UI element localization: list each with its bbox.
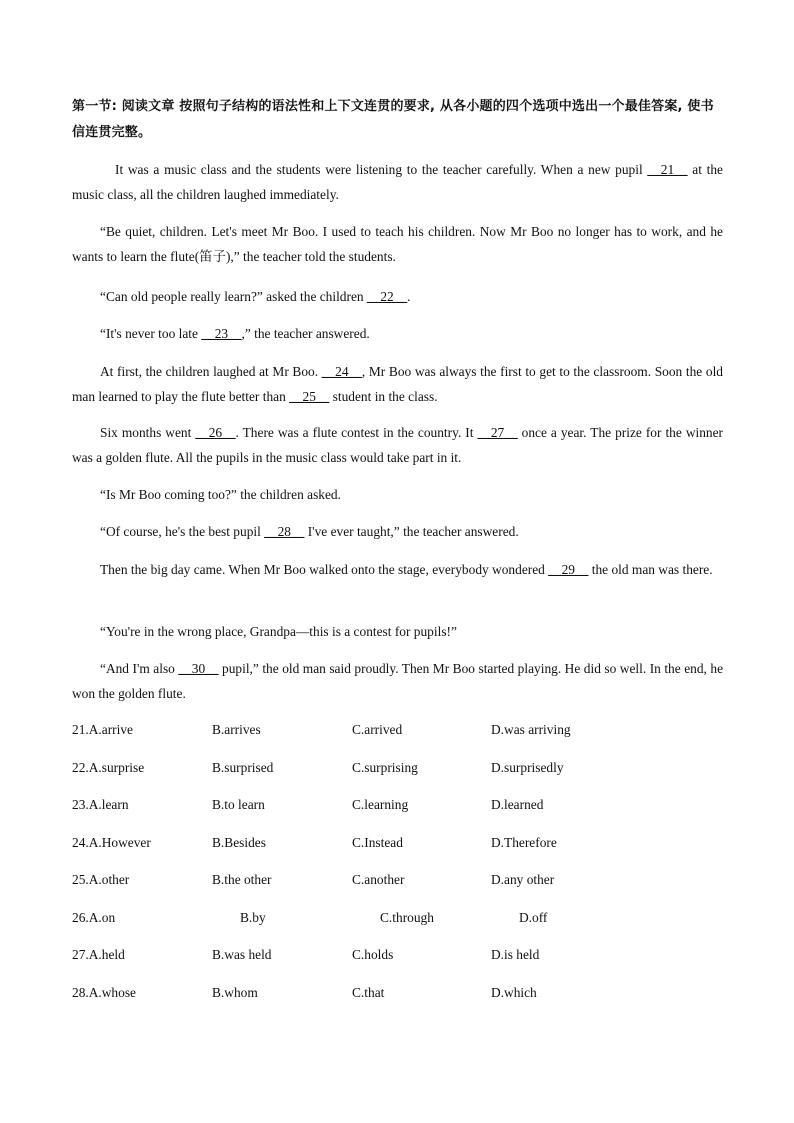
blank-22: __22__	[366, 289, 408, 304]
option-b: B.was held	[212, 947, 272, 962]
paragraph-7: “Is Mr Boo coming too?” the children asked.	[100, 487, 341, 502]
paragraph-text: at the music class, all the children laughed immediately.	[72, 162, 723, 202]
question-row	[72, 910, 732, 930]
option-b: B.surprised	[212, 759, 274, 775]
option-d: D.off	[519, 909, 548, 925]
blank-29: __29__	[548, 562, 589, 577]
option-a: 23.A.learn	[72, 797, 129, 812]
paragraph-text: It was a music class and the students were listening to the teacher carefully. When a new pupil	[115, 162, 648, 177]
paragraph-text: .	[407, 289, 411, 304]
paragraph-6	[72, 421, 723, 470]
blank-27: __27__	[477, 425, 518, 440]
option-c: C.holds	[352, 947, 394, 962]
question-row	[72, 760, 732, 780]
option-b: B.the other	[212, 872, 272, 887]
option-d: D.is held	[491, 947, 540, 962]
section-instruction: 第一节: 阅读文章 按照句子结构的语法性和上下文连贯的要求, 从各小题的四个选项中选出一个最佳答案, 使书信连贯完整。	[72, 99, 714, 140]
option-a: 22.A.surprise	[72, 759, 145, 775]
paragraph-text: Six months went	[100, 425, 196, 440]
option-a: 26.A.on	[72, 909, 116, 925]
paragraph-text: At first, the children laughed at Mr Boo.	[100, 364, 322, 379]
option-d: D.learned	[491, 797, 544, 812]
paragraph-text: “It's never too late	[100, 326, 202, 341]
question-row	[72, 797, 732, 817]
blank-30: __30__	[178, 661, 219, 676]
question-row	[72, 835, 732, 855]
option-b: B.Besides	[212, 834, 266, 850]
paragraph-2: “Be quiet, children. Let's meet Mr Boo. I used to teach his children. Now Mr Boo no longer has to work, and he wants to learn the flute(笛子),” the teacher told the students.	[72, 224, 723, 264]
option-a: 28.A.whose	[72, 984, 136, 1000]
option-a: 25.A.other	[72, 872, 130, 887]
paragraph-text: once a year. The prize for the winner was a golden flute. All the pupils in the music class would take part in it.	[72, 425, 724, 465]
paragraph-text: “Can old people really learn?” asked the children	[100, 289, 367, 304]
paragraph-11	[72, 657, 723, 706]
paragraph-text: student in the class.	[329, 388, 438, 404]
paragraph-text: “Of course, he's the best pupil	[100, 524, 265, 539]
paragraph-text: “And I'm also	[100, 661, 179, 676]
paragraph-9	[72, 558, 723, 583]
question-row	[72, 985, 732, 1005]
paragraph-text: pupil,” the old man said proudly. Then Mr Boo started playing. He did so well. In the end, he won the golden flute.	[72, 661, 724, 701]
option-c: C.Instead	[352, 834, 403, 850]
option-c: C.learning	[352, 797, 409, 812]
blank-25: __25__	[289, 388, 330, 404]
paragraph-text: . There was a flute contest in the country. It	[235, 425, 478, 440]
option-d: D.Therefore	[491, 834, 557, 850]
option-b: B.whom	[212, 984, 258, 1000]
option-c: C.through	[380, 909, 434, 925]
paragraph-8	[72, 520, 723, 545]
option-d: D.surprisedly	[491, 759, 564, 775]
paragraph-10: “You're in the wrong place, Grandpa—this is a contest for pupils!”	[100, 624, 457, 639]
option-d: D.any other	[491, 872, 555, 887]
blank-26: __26__	[195, 425, 236, 440]
blank-28: __28__	[264, 524, 305, 539]
option-b: B.by	[240, 909, 266, 925]
paragraph-3	[72, 285, 723, 310]
blank-21: __21__	[647, 162, 688, 177]
option-d: D.which	[491, 984, 537, 1000]
question-row	[72, 722, 732, 742]
question-row	[72, 947, 732, 967]
paragraph-text: I've ever taught,” the teacher answered.	[304, 524, 519, 539]
option-b: B.arrives	[212, 722, 261, 737]
paragraph-text: the old man was there.	[588, 562, 713, 577]
paragraph-1	[72, 158, 723, 207]
option-a: 27.A.held	[72, 947, 125, 962]
option-c: C.arrived	[352, 722, 403, 737]
blank-23: __23__	[201, 326, 242, 341]
option-d: D.was arriving	[491, 722, 571, 737]
paragraph-text: , Mr Boo was always the first to get to the classroom. Soon the old man learned to play the flute better than	[72, 364, 723, 404]
paragraph-text: ,” the teacher answered.	[241, 326, 370, 341]
option-c: C.another	[352, 872, 405, 887]
paragraph-text: Then the big day came. When Mr Boo walked onto the stage, everybody wondered	[100, 562, 549, 577]
option-a: 21.A.arrive	[72, 722, 133, 737]
option-c: C.that	[352, 984, 385, 1000]
paragraph-4	[72, 322, 723, 347]
question-row	[72, 872, 732, 892]
option-c: C.surprising	[352, 759, 418, 775]
option-b: B.to learn	[212, 797, 265, 812]
option-a: 24.A.However	[72, 834, 151, 850]
paragraph-5	[72, 360, 723, 409]
blank-24: __24__	[321, 364, 362, 379]
